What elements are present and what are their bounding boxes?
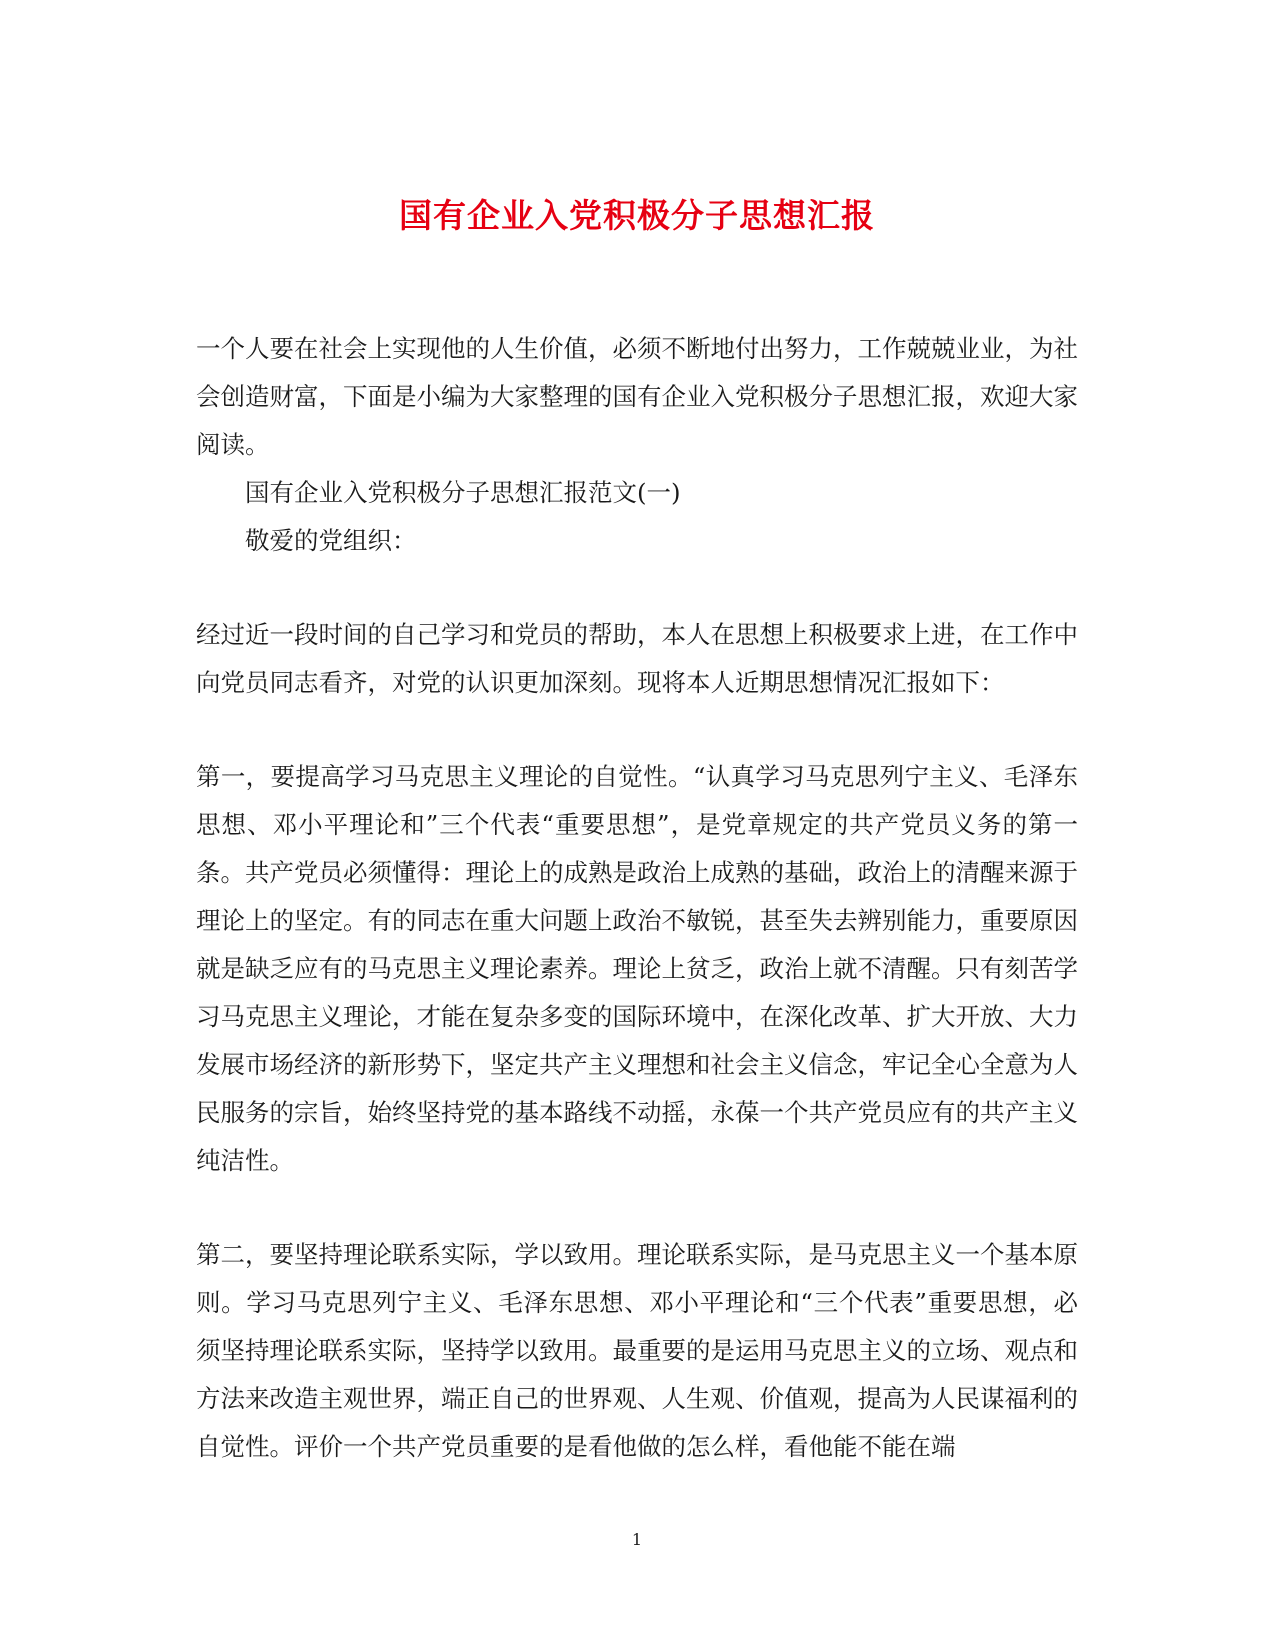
salutation: 敬爱的党组织： xyxy=(245,526,417,555)
intro-paragraph: 一个人要在社会上实现他的人生价值，必须不断地付出努力，工作兢兢业业，为社会创造财富，下面是小编为大家整理的国有企业入党积极分子思想汇报，欢迎大家阅读。 xyxy=(196,334,1078,459)
page-number: 1 xyxy=(631,1530,643,1549)
document-title: 国有企业入党积极分子思想汇报 xyxy=(399,196,875,236)
body-paragraph-3: 第二，要坚持理论联系实际，学以致用。理论联系实际，是马克思主义一个基本原则。学习马克思列宁主义、毛泽东思想、邓小平理论和“三个代表”重要思想，必须坚持理论联系实际，坚持学以致用。最重要的是运用马克思主义的立场、观点和方法来改造主观世界，端正自己的世界观、人生观、价值观，提高为人民谋福利的自觉性。评价一个共产党员重要的是看他做的怎么样，看他能不能在端 xyxy=(196,1240,1078,1461)
body-paragraph-1: 经过近一段时间的自己学习和党员的帮助，本人在思想上积极要求上进，在工作中向党员同志看齐，对党的认识更加深刻。现将本人近期思想情况汇报如下： xyxy=(196,620,1078,697)
body-paragraph-2: 第一，要提高学习马克思主义理论的自觉性。“认真学习马克思列宁主义、毛泽东思想、邓小平理论和”三个代表“重要思想”，是党章规定的共产党员义务的第一条。共产党员必须懂得：理论上的成熟是政治上成熟的基础，政治上的清醒来源于理论上的坚定。有的同志在重大问题上政治不敏锐，甚至失去辨别能力，重要原因就是缺乏应有的马克思主义理论素养。理论上贫乏，政治上就不清醒。只有刻苦学习马克思主义理论，才能在复杂多变的国际环境中，在深化改革、扩大开放、大力发展市场经济的新形势下，坚定共产主义理想和社会主义信念，牢记全心全意为人民服务的宗旨，始终坚持党的基本路线不动摇，永葆一个共产党员应有的共产主义纯洁性。 xyxy=(196,762,1078,1175)
document-body xyxy=(196,325,1078,1471)
section-subtitle: 国有企业入党积极分子思想汇报范文(一) xyxy=(245,478,681,507)
